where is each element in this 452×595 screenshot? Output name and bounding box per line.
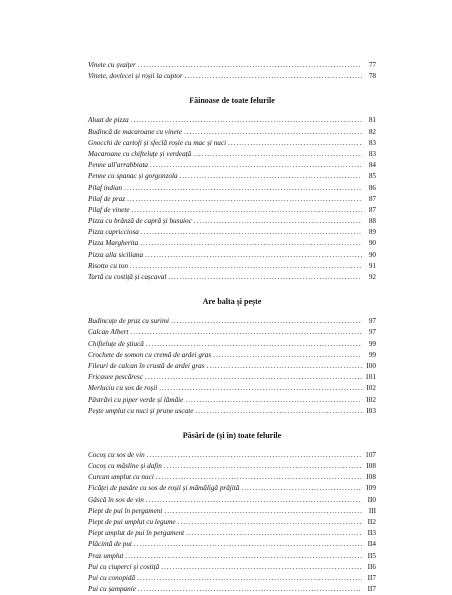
- dot-leader: [241, 483, 362, 494]
- toc-entry: [88, 584, 376, 595]
- section-heading: Păsări de (și în) toate felurile: [182, 430, 282, 440]
- dot-leader: [193, 149, 362, 160]
- dot-leader: [228, 138, 362, 149]
- entry-page-number: 85: [368, 172, 376, 181]
- toc-section: [88, 60, 376, 82]
- dot-leader: [138, 584, 362, 595]
- dot-leader: [178, 517, 362, 528]
- entry-title: Pui cu șampanie: [88, 585, 136, 594]
- entry-page-number: II3: [367, 529, 376, 538]
- toc-entry: [88, 238, 376, 249]
- entry-title: Budincă de macaroane cu vinete: [88, 127, 182, 136]
- toc-entry: [88, 551, 376, 562]
- toc-entry: [88, 149, 376, 160]
- dot-leader: [180, 171, 362, 182]
- dot-leader: [164, 506, 362, 517]
- entry-title: Păstrăvi cu piper verde și lămâie: [88, 395, 184, 404]
- entry-page-number: I00: [366, 361, 376, 370]
- entry-page-number: 89: [368, 228, 376, 237]
- dot-leader: [125, 551, 362, 562]
- toc-entry: [88, 472, 376, 483]
- dot-leader: [127, 194, 362, 205]
- entry-page-number: III: [368, 506, 376, 515]
- dot-leader: [146, 339, 362, 350]
- entry-title: Pilaf de vinete: [88, 205, 130, 214]
- entry-page-number: II0: [367, 495, 376, 504]
- entry-page-number: 88: [368, 217, 376, 226]
- entry-title: Merluciu cu sos de roșii: [88, 384, 158, 393]
- toc-entry: [88, 450, 376, 461]
- toc-section: [88, 297, 376, 417]
- section-heading: Făinoase de toate felurile: [189, 96, 275, 106]
- toc-entry: [88, 339, 376, 350]
- dot-leader: [207, 361, 362, 372]
- entry-title: Pui cu ciuperci și costiță: [88, 562, 160, 571]
- dot-leader: [161, 562, 362, 573]
- toc-entry: [88, 250, 376, 261]
- entry-title: Tartă cu costiță și cașcaval: [88, 273, 167, 281]
- entry-title: Pizza Margherita: [88, 239, 139, 248]
- entry-title: Praz umplut: [88, 551, 124, 560]
- entry-page-number: I03: [366, 406, 376, 415]
- entry-title: Cocoș cu măsline și dafin: [88, 462, 162, 471]
- toc-entry: [88, 194, 376, 205]
- toc-entry: [88, 506, 376, 517]
- toc-entry: [88, 562, 376, 573]
- dot-leader: [164, 461, 362, 472]
- dot-leader: [156, 472, 362, 483]
- toc-entry: [88, 372, 376, 383]
- toc-entry: [88, 171, 376, 182]
- entry-page-number: 90: [368, 250, 376, 259]
- entry-title: Pilaf indian: [88, 183, 123, 192]
- toc-entry: [88, 383, 376, 394]
- dot-leader: [194, 216, 362, 227]
- entry-page-number: 107: [365, 450, 376, 459]
- entry-page-number: II6: [367, 562, 376, 571]
- dot-leader: [159, 383, 362, 394]
- entry-title: Cocoș cu sos de vin: [88, 450, 145, 459]
- entry-page-number: II7: [367, 585, 376, 594]
- entry-title: Curcan umplut cu nuci: [88, 473, 154, 482]
- entry-page-number: II5: [367, 551, 376, 560]
- entry-title: Piept de pui în pergament: [88, 506, 163, 515]
- entry-title: Penne cu spanac și gorgonzola: [88, 172, 178, 181]
- entry-page-number: 77: [368, 61, 376, 69]
- entry-page-number: II2: [367, 518, 376, 526]
- toc-entry: [88, 71, 376, 82]
- entry-title: Chifteluțe de știucă: [88, 339, 144, 348]
- entry-page-number: I02: [366, 395, 376, 404]
- entry-title: Aluat de pizza: [88, 116, 129, 125]
- dot-leader: [137, 573, 362, 584]
- entry-title: Budincuțe de praz cu surimi: [88, 317, 170, 326]
- table-of-contents: [88, 60, 376, 595]
- entry-title: Fricasee pescăresc: [88, 373, 144, 382]
- entry-title: Calcan Albert: [88, 328, 129, 337]
- entry-title: Pizza capricciosa: [88, 228, 139, 237]
- entry-title: Penne all'arrabbiata: [88, 161, 149, 170]
- entry-title: Vinete cu șvaițer: [88, 61, 136, 69]
- dot-leader: [140, 238, 362, 249]
- toc-entry: [88, 138, 376, 149]
- entry-page-number: 84: [368, 161, 376, 170]
- entry-page-number: 82: [368, 127, 376, 136]
- entry-page-number: 90: [368, 239, 376, 248]
- toc-entry: [88, 539, 376, 550]
- entry-page-number: 83: [368, 149, 376, 158]
- entry-title: Plăcintă de pui: [88, 540, 132, 549]
- entry-title: Gnocchi de cartofi și sfeclă roșie cu mac și nuci: [88, 138, 227, 147]
- toc-entry: [88, 495, 376, 506]
- dot-leader: [186, 528, 362, 539]
- entry-page-number: I09: [366, 484, 376, 493]
- dot-leader: [147, 450, 362, 461]
- entry-page-number: 86: [368, 183, 376, 192]
- dot-leader: [195, 406, 362, 417]
- entry-title: Vinete, dovlecei și roșii la cuptor: [88, 72, 183, 81]
- entry-page-number: 97: [368, 328, 376, 337]
- toc-entry: [88, 517, 376, 528]
- dot-leader: [134, 539, 362, 550]
- entry-page-number: 83: [368, 138, 376, 147]
- entry-title: Pui cu conopidă: [88, 573, 136, 582]
- toc-entry: [88, 127, 376, 138]
- dot-leader: [138, 60, 362, 71]
- entry-page-number: 99: [368, 339, 376, 348]
- dot-leader: [146, 495, 362, 506]
- entry-title: Risotto cu ton: [88, 261, 128, 270]
- entry-page-number: I08: [366, 473, 376, 482]
- entry-page-number: 81: [368, 116, 376, 125]
- dot-leader: [145, 372, 362, 383]
- toc-entry: [88, 160, 376, 171]
- toc-entry: [88, 406, 376, 417]
- entry-page-number: 92: [368, 273, 376, 281]
- dot-leader: [150, 160, 362, 171]
- toc-entry: [88, 573, 376, 584]
- entry-title: Crochete de somon cu cremă de ardei gras: [88, 350, 212, 359]
- toc-entry: [88, 60, 376, 71]
- entry-title: Pizza alla siciliana: [88, 250, 144, 259]
- entry-page-number: I08: [366, 462, 376, 471]
- toc-entry: [88, 528, 376, 539]
- entry-page-number: II7: [367, 573, 376, 582]
- entry-title: Pilaf de praz: [88, 194, 126, 203]
- dot-leader: [130, 261, 362, 272]
- toc-entry: [88, 227, 376, 238]
- toc-section: [88, 431, 376, 595]
- dot-leader: [185, 71, 362, 82]
- section-heading: Are balta și pește: [202, 297, 262, 307]
- dot-leader: [124, 183, 362, 194]
- toc-section: [88, 96, 376, 283]
- dot-leader: [185, 395, 362, 406]
- entry-title: Fileuri de calcan în crustă de ardei gras: [88, 361, 205, 370]
- toc-entry: [88, 361, 376, 372]
- dot-leader: [131, 115, 362, 126]
- entry-title: Macaroane cu chifteluțe și verdeață: [88, 149, 192, 158]
- entry-title: Pește umplut cu nuci și prune uscate: [88, 406, 194, 415]
- entry-title: Piept de pui umplut cu legume: [88, 518, 176, 526]
- entry-page-number: I02: [366, 384, 376, 393]
- dot-leader: [184, 127, 362, 138]
- dot-leader: [132, 205, 362, 216]
- toc-entry: [88, 483, 376, 494]
- toc-entry: [88, 272, 376, 283]
- toc-entry: [88, 115, 376, 126]
- toc-entry: [88, 216, 376, 227]
- toc-entry: [88, 327, 376, 338]
- entry-title: Gâscă în sos de vin: [88, 495, 144, 504]
- entry-page-number: 91: [368, 261, 376, 270]
- dot-leader: [145, 250, 362, 261]
- entry-title: Pizza cu brânză de capră și busuioc: [88, 217, 192, 226]
- toc-entry: [88, 461, 376, 472]
- entry-title: Piept umplut de pui în pergament: [88, 529, 185, 538]
- toc-entry: [88, 316, 376, 327]
- entry-page-number: 101: [365, 373, 376, 382]
- entry-page-number: 97: [368, 317, 376, 326]
- dot-leader: [141, 227, 362, 238]
- dot-leader: [213, 350, 362, 361]
- entry-page-number: 87: [368, 194, 376, 203]
- entry-page-number: 87: [368, 205, 376, 214]
- toc-entry: [88, 261, 376, 272]
- entry-page-number: 99: [368, 350, 376, 359]
- toc-entry: [88, 350, 376, 361]
- toc-entry: [88, 395, 376, 406]
- dot-leader: [168, 272, 362, 283]
- dot-leader: [130, 327, 362, 338]
- entry-title: Ficăței de pasăre cu sos de roșii și mămăligă prăjită: [88, 484, 240, 493]
- toc-entry: [88, 183, 376, 194]
- entry-page-number: II4: [367, 540, 376, 549]
- entry-page-number: 78: [368, 72, 376, 81]
- dot-leader: [171, 316, 362, 327]
- toc-entry: [88, 205, 376, 216]
